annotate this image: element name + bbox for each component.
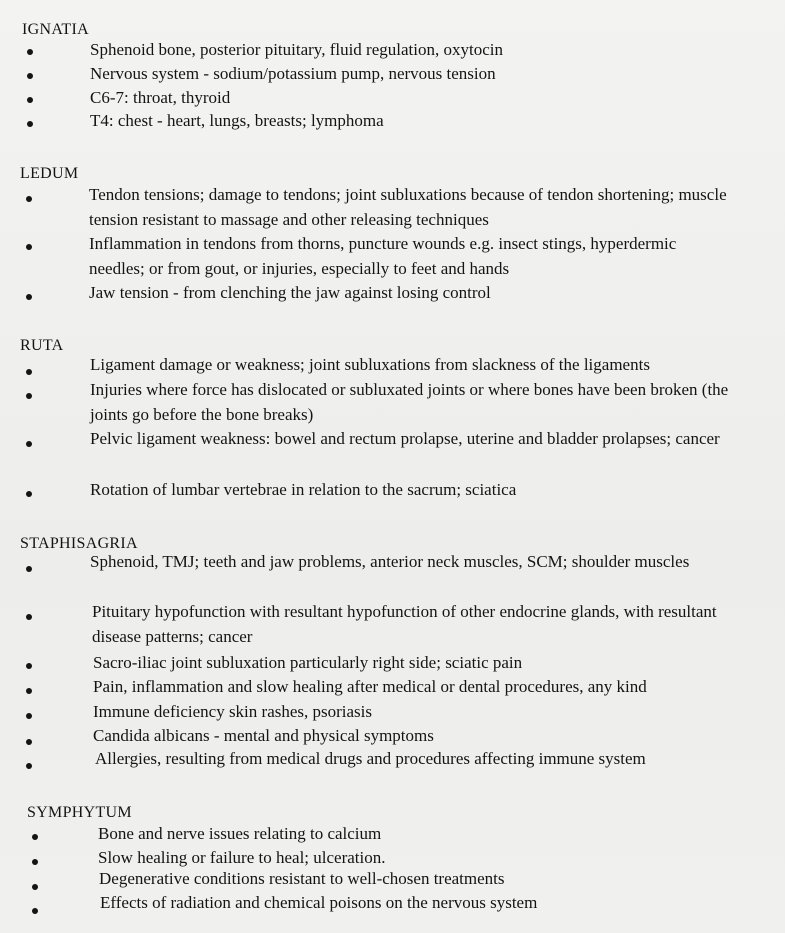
list-item: Effects of radiation and chemical poisons on the nervous system [100,893,538,912]
bullet [26,244,34,252]
bullet [26,713,34,721]
bullet [26,196,34,204]
section-heading-ruta: RUTA [20,337,64,354]
bullet [26,614,34,622]
list-item: Immune deficiency skin rashes, psoriasis [93,702,373,721]
list-item: C6-7: throat, thyroid [90,88,231,107]
bullet [26,441,34,449]
list-item: Injuries where force has dislocated or subluxated joints or where bones have been broken (the joints go before the bone breaks) [90,380,729,424]
list-item: Pituitary hypofunction with resultant hypofunction of other endocrine glands, with resultant disease patterns; cancer [92,602,717,646]
bullet [26,663,34,671]
bullet [26,739,34,747]
bullet [32,834,40,842]
bullet [26,566,34,574]
bullet [32,908,40,916]
list-item: Rotation of lumbar vertebrae in relation to the sacrum; sciatica [90,480,517,499]
list-item: Inflammation in tendons from thorns, puncture wounds e.g. insect stings, hyperdermic needles; or from gout, or injuries, especially to feet and hands [89,234,677,278]
bullet [26,294,34,302]
bullet [26,393,34,401]
bullet [26,369,34,377]
list-item: Tendon tensions; damage to tendons; joint subluxations because of tendon shortening; muscle tension resistant to massage and other releasing techniques [89,185,727,229]
list-item: Nervous system - sodium/potassium pump, nervous tension [90,64,496,83]
bullet [32,884,40,892]
bullet [32,859,40,867]
section-heading-ignatia: IGNATIA [22,21,89,38]
list-item: Degenerative conditions resistant to well-chosen treatments [99,869,505,888]
list-item: Candida albicans - mental and physical symptoms [93,726,434,745]
bullet [26,688,34,696]
list-item: Bone and nerve issues relating to calcium [98,824,382,843]
bullet [26,491,34,499]
bullet [26,763,34,771]
list-item: Sphenoid, TMJ; teeth and jaw problems, anterior neck muscles, SCM; shoulder muscles [90,552,690,571]
list-item: Sacro-iliac joint subluxation particularly right side; sciatic pain [93,653,523,672]
list-item: Slow healing or failure to heal; ulceration. [98,848,386,867]
list-item: Sphenoid bone, posterior pituitary, fluid regulation, oxytocin [90,40,503,59]
section-heading-symphytum: SYMPHYTUM [27,804,132,821]
list-item: Ligament damage or weakness; joint subluxations from slackness of the ligaments [90,355,650,374]
section-heading-ledum: LEDUM [20,165,79,182]
list-item: Pain, inflammation and slow healing after medical or dental procedures, any kind [93,677,647,696]
list-item: Allergies, resulting from medical drugs and procedures affecting immune system [95,749,646,768]
list-item: T4: chest - heart, lungs, breasts; lymphoma [90,111,384,130]
bullet [27,49,35,57]
list-item: Jaw tension - from clenching the jaw against losing control [89,283,491,302]
section-heading-staphisagria: STAPHISAGRIA [20,535,138,552]
list-item: Pelvic ligament weakness: bowel and rectum prolapse, uterine and bladder prolapses; cancer [90,429,720,448]
bullet [27,121,35,129]
bullet [27,97,35,105]
bullet [27,73,35,81]
